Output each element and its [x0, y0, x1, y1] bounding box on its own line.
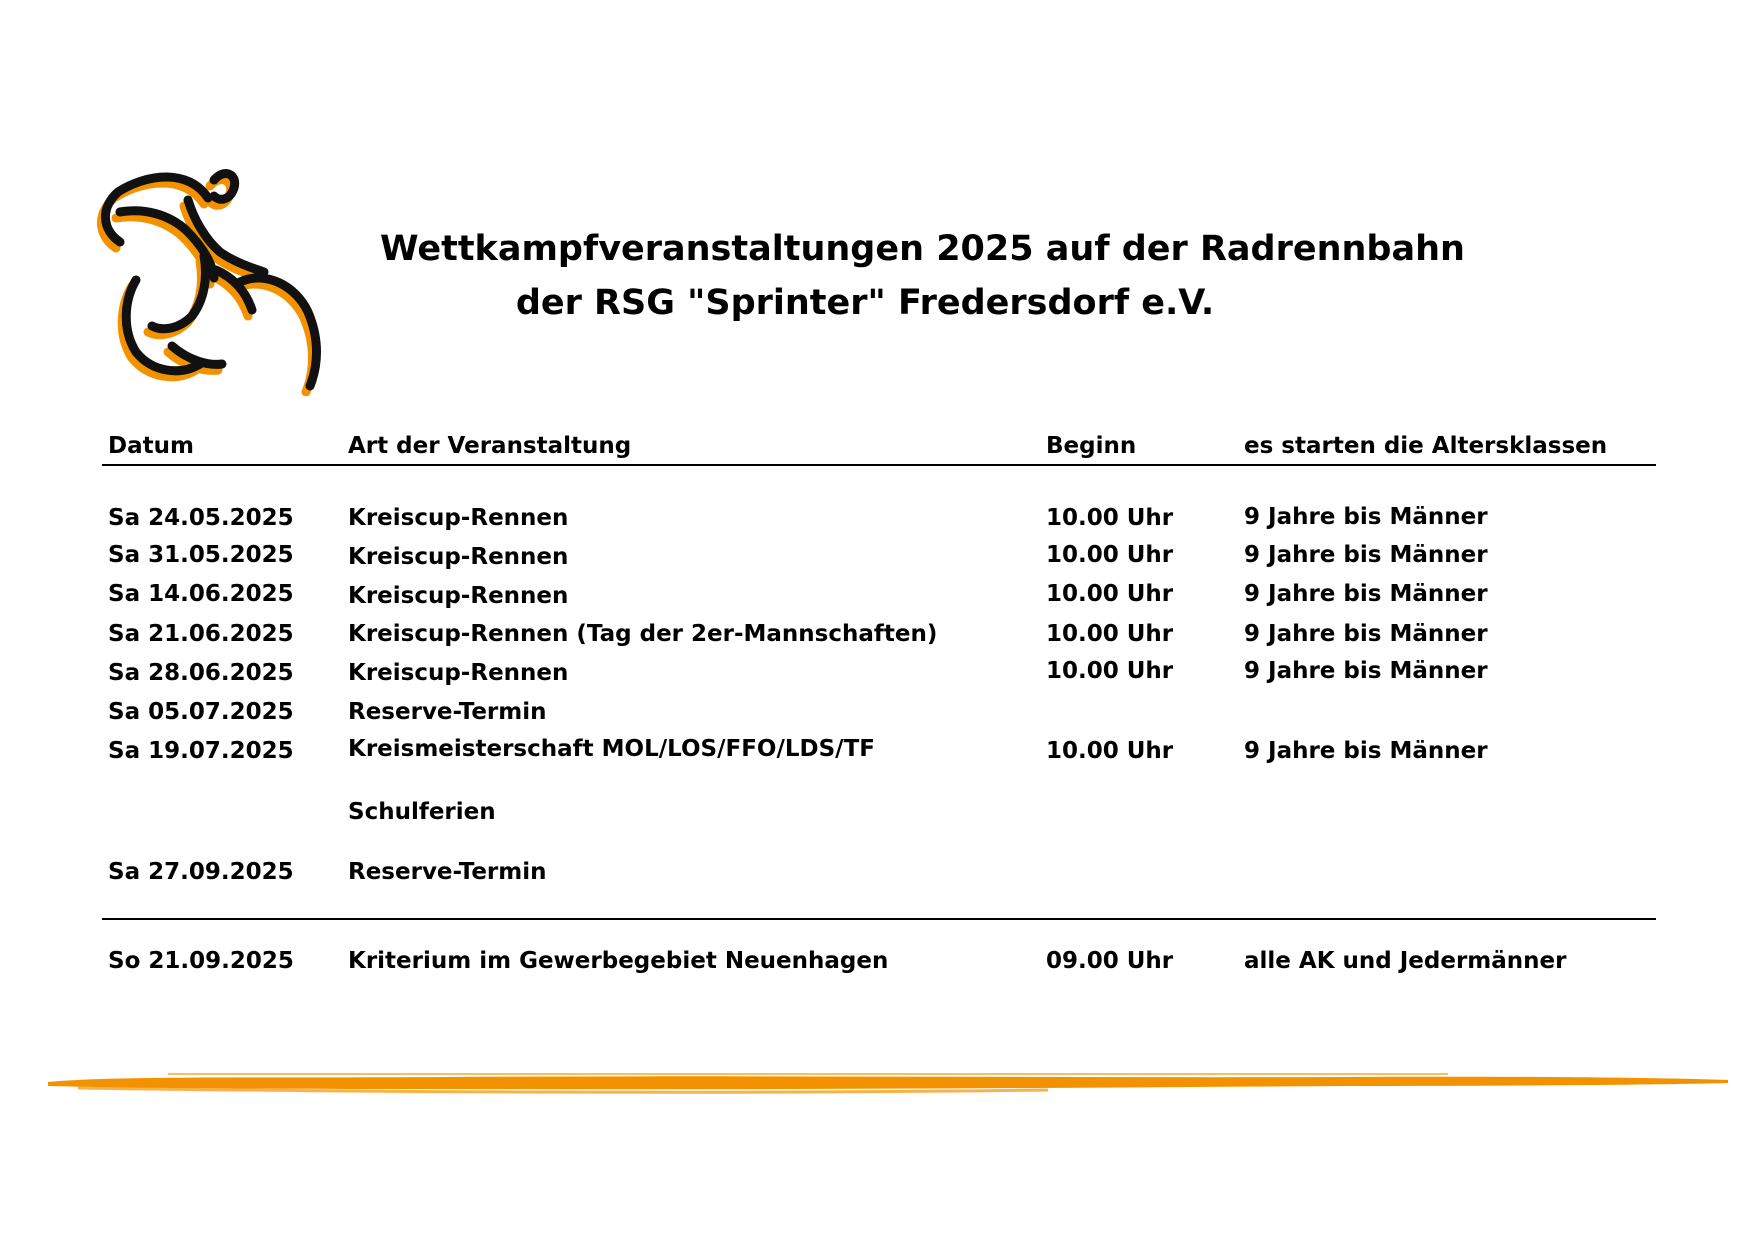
header-start: Beginn [1046, 433, 1137, 459]
row-event: Kreismeisterschaft MOL/LOS/FFO/LDS/TF [348, 736, 875, 762]
row-event: Kreiscup-Rennen [348, 505, 569, 531]
row-ages: 9 Jahre bis Männer [1244, 581, 1488, 607]
row-date: Sa 05.07.2025 [108, 699, 294, 725]
row-start: 10.00 Uhr [1046, 505, 1174, 531]
row-event: Kreiscup-Rennen [348, 660, 569, 686]
row-date: Sa 21.06.2025 [108, 621, 294, 647]
row-date: So 21.09.2025 [108, 948, 294, 974]
page-title [380, 222, 1465, 330]
row-start: 10.00 Uhr [1046, 658, 1174, 684]
row-start: 10.00 Uhr [1046, 581, 1174, 607]
row-date: Sa 31.05.2025 [108, 542, 294, 568]
row-start: 09.00 Uhr [1046, 948, 1174, 974]
title-line-1: Wettkampfveranstaltungen 2025 auf der Radrennbahn [380, 229, 1465, 269]
row-date: Sa 19.07.2025 [108, 738, 294, 764]
row-ages: 9 Jahre bis Männer [1244, 658, 1488, 684]
row-event: Kreiscup-Rennen [348, 544, 569, 570]
row-start: 10.00 Uhr [1046, 738, 1174, 764]
row-event: Schulferien [348, 799, 496, 825]
row-date: Sa 24.05.2025 [108, 505, 294, 531]
row-ages: 9 Jahre bis Männer [1244, 542, 1488, 568]
cyclist-logo-icon [96, 160, 336, 396]
row-event: Kreiscup-Rennen [348, 583, 569, 609]
row-start: 10.00 Uhr [1046, 621, 1174, 647]
row-ages: 9 Jahre bis Männer [1244, 621, 1488, 647]
row-date: Sa 28.06.2025 [108, 660, 294, 686]
row-event: Kriterium im Gewerbegebiet Neuenhagen [348, 948, 889, 974]
title-line-2: der RSG "Sprinter" Fredersdorf e.V. [515, 283, 1215, 323]
header-date: Datum [108, 433, 194, 459]
header-ages: es starten die Altersklassen [1244, 433, 1608, 459]
row-date: Sa 27.09.2025 [108, 859, 294, 885]
row-date: Sa 14.06.2025 [108, 581, 294, 607]
orange-brush-stroke [48, 1068, 1728, 1098]
row-ages: 9 Jahre bis Männer [1244, 504, 1488, 530]
header-event: Art der Veranstaltung [348, 433, 632, 459]
row-ages: alle AK und Jedermänner [1244, 948, 1567, 974]
row-event: Reserve-Termin [348, 859, 547, 885]
row-event: Reserve-Termin [348, 699, 547, 725]
row-ages: 9 Jahre bis Männer [1244, 738, 1488, 764]
row-event: Kreiscup-Rennen (Tag der 2er-Mannschaften) [348, 621, 938, 647]
header-divider [102, 464, 1656, 466]
section-divider [102, 918, 1656, 920]
row-start: 10.00 Uhr [1046, 542, 1174, 568]
